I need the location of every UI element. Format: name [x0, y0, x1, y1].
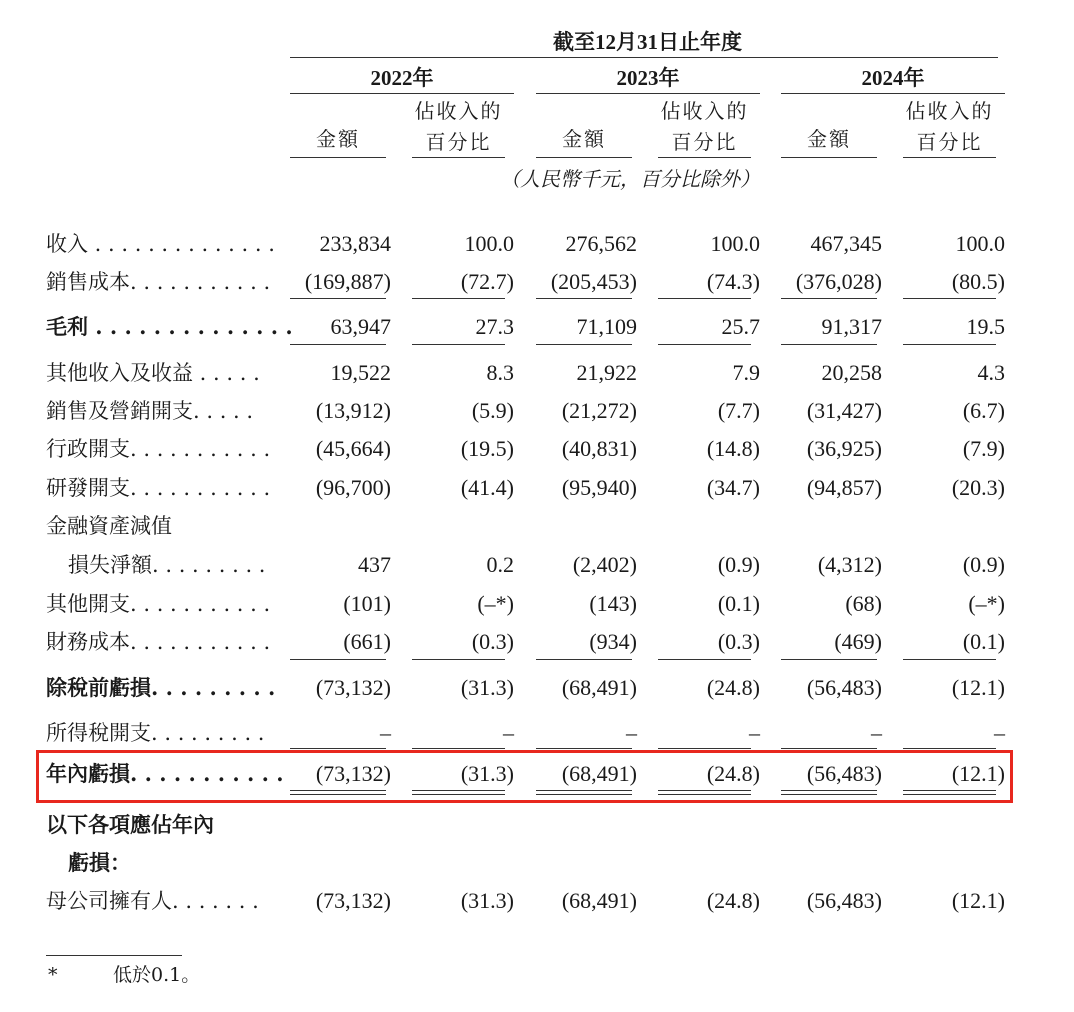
subheader-underline: [412, 157, 505, 158]
cell: (12.1): [951, 675, 1005, 700]
cell: (41.4): [460, 475, 514, 500]
cell: 19,522: [330, 360, 391, 385]
subtotal-rule: [290, 298, 386, 299]
subtotal-rule: [658, 344, 751, 345]
cell: (72.7): [460, 269, 514, 294]
cell: (24.8): [706, 675, 760, 700]
col-amount-2023: 金額: [562, 127, 606, 151]
subtotal-rule: [290, 659, 386, 660]
cell: 276,562: [565, 231, 637, 256]
row-label: 毛利 . . . . . . . . . . . . . .: [46, 314, 293, 339]
cell: (14.8): [706, 436, 760, 461]
cell: (45,664): [315, 436, 391, 461]
footnote-symbol: *: [48, 964, 58, 986]
cell: (–*): [968, 591, 1005, 616]
cell: 8.3: [486, 360, 514, 385]
row-admin-expenses: [0, 432, 1074, 466]
row-other-income: [0, 356, 1074, 390]
row-selling-expenses: [0, 394, 1074, 428]
footnote-rule: [46, 955, 182, 956]
cell: (68,491): [561, 675, 637, 700]
period-underline: [290, 57, 998, 58]
row-attributable-heading-2: [0, 846, 1074, 880]
cell: (0.9): [717, 552, 760, 577]
row-attributable-heading: [0, 808, 1074, 842]
col-amount-2022: 金額: [316, 127, 360, 151]
cell: (376,028): [795, 269, 882, 294]
cell: –: [503, 720, 514, 745]
unit-note: （人民幣千元，百分比除外）: [500, 167, 760, 191]
row-label: 以下各項應佔年內: [46, 812, 214, 837]
row-rd-expenses: [0, 471, 1074, 505]
cell: (20.3): [951, 475, 1005, 500]
cell: (40,831): [561, 436, 637, 461]
period-header: 截至12月31日止年度: [553, 30, 742, 54]
subtotal-rule: [536, 748, 632, 749]
row-label: 母公司擁有人. . . . . . .: [46, 889, 259, 913]
year-2024: 2024年: [861, 66, 925, 90]
subtotal-rule: [290, 344, 386, 345]
cell: (143): [589, 591, 637, 616]
cell: (19.5): [460, 436, 514, 461]
row-label: 其他開支. . . . . . . . . . .: [46, 592, 271, 616]
subtotal-rule: [903, 748, 996, 749]
row-label: 研發開支. . . . . . . . . . .: [46, 476, 271, 500]
row-loss-before-tax: [0, 671, 1074, 705]
col-pct-2023: 佔收入的 百分比: [660, 99, 749, 154]
highlight-box: [36, 750, 1013, 803]
subtotal-rule: [781, 344, 877, 345]
cell: (68,491): [561, 761, 637, 786]
row-label: 行政開支. . . . . . . . . . .: [46, 437, 271, 461]
cell: (73,132): [315, 761, 391, 786]
row-income-tax: [0, 716, 1074, 750]
cell: (0.3): [717, 629, 760, 654]
cell: (0.9): [962, 552, 1005, 577]
year-2024-underline: [781, 93, 1005, 94]
cell: 100.0: [464, 231, 514, 256]
cell: (80.5): [951, 269, 1005, 294]
cell: 71,109: [576, 314, 637, 339]
cell: –: [994, 720, 1005, 745]
cell: (34.7): [706, 475, 760, 500]
row-label: 所得稅開支. . . . . . . . .: [46, 721, 265, 745]
cell: 19.5: [966, 314, 1005, 339]
cell: (74.3): [706, 269, 760, 294]
cell: (36,925): [806, 436, 882, 461]
cell: 100.0: [710, 231, 760, 256]
cell: 4.3: [977, 360, 1005, 385]
cell: (12.1): [951, 761, 1005, 786]
cell: (73,132): [315, 675, 391, 700]
cell: (661): [343, 629, 391, 654]
cell: (31.3): [460, 675, 514, 700]
cell: (31,427): [806, 398, 882, 423]
subtotal-rule: [658, 659, 751, 660]
cell: (68,491): [561, 888, 637, 913]
cell: (68): [845, 591, 882, 616]
subtotal-rule: [536, 344, 632, 345]
cell: (7.9): [962, 436, 1005, 461]
subtotal-rule: [903, 659, 996, 660]
subtotal-rule: [781, 748, 877, 749]
cell: (56,483): [806, 761, 882, 786]
subtotal-rule: [412, 344, 505, 345]
col-amount-2024: 金額: [807, 127, 851, 151]
row-gross-profit: [0, 310, 1074, 344]
cell: (934): [589, 629, 637, 654]
cell: (24.8): [706, 761, 760, 786]
cell: 27.3: [475, 314, 514, 339]
row-label: 財務成本. . . . . . . . . . .: [46, 630, 271, 654]
year-2022-underline: [290, 93, 514, 94]
subheader-underline: [536, 157, 632, 158]
row-label: 除稅前虧損. . . . . . . . .: [46, 675, 276, 700]
cell: 467,345: [810, 231, 882, 256]
cell: (205,453): [550, 269, 637, 294]
cell: 21,922: [576, 360, 637, 385]
cell: (56,483): [806, 675, 882, 700]
cell: –: [871, 720, 882, 745]
cell: 7.9: [732, 360, 760, 385]
cell: (101): [343, 591, 391, 616]
col-pct-2024: 佔收入的 百分比: [905, 99, 994, 154]
cell: –: [749, 720, 760, 745]
cell: (7.7): [717, 398, 760, 423]
cell: 437: [358, 552, 391, 577]
cell: 233,834: [319, 231, 391, 256]
subheader-underline: [903, 157, 996, 158]
row-label: 損失淨額. . . . . . . . .: [68, 553, 266, 577]
cell: (2,402): [572, 552, 637, 577]
col-pct-2022: 佔收入的 百分比: [414, 99, 503, 154]
cell: (73,132): [315, 888, 391, 913]
row-label: 虧損：: [68, 850, 131, 875]
cell: 63,947: [330, 314, 391, 339]
cell: (0.1): [962, 629, 1005, 654]
subheader-underline: [781, 157, 877, 158]
row-revenue: [0, 227, 1074, 261]
row-label: 其他收入及收益 . . . . .: [46, 361, 260, 385]
cell: (169,887): [304, 269, 391, 294]
cell: 20,258: [821, 360, 882, 385]
cell: 25.7: [721, 314, 760, 339]
subtotal-rule: [412, 748, 505, 749]
cell: (469): [834, 629, 882, 654]
subtotal-rule: [903, 298, 996, 299]
subtotal-rule: [781, 298, 877, 299]
subtotal-rule: [412, 659, 505, 660]
row-impairment-heading: [0, 509, 1074, 543]
subtotal-rule: [536, 298, 632, 299]
cell: (95,940): [561, 475, 637, 500]
year-2022: 2022年: [370, 66, 434, 90]
cell: (56,483): [806, 888, 882, 913]
year-2023-underline: [536, 93, 760, 94]
row-owners-of-parent: [0, 884, 1074, 918]
cell: (96,700): [315, 475, 391, 500]
subtotal-rule: [658, 298, 751, 299]
cell: 0.2: [486, 552, 514, 577]
cell: (24.8): [706, 888, 760, 913]
row-other-expenses: [0, 587, 1074, 621]
row-impairment-net: [0, 548, 1074, 582]
cell: (4,312): [817, 552, 882, 577]
cell: (–*): [477, 591, 514, 616]
cell: 100.0: [955, 231, 1005, 256]
cell: 91,317: [821, 314, 882, 339]
subheader-underline: [290, 157, 386, 158]
subtotal-rule: [781, 659, 877, 660]
row-finance-costs: [0, 625, 1074, 659]
cell: (31.3): [460, 761, 514, 786]
cell: (21,272): [561, 398, 637, 423]
row-cost-of-sales: [0, 265, 1074, 299]
cell: (6.7): [962, 398, 1005, 423]
cell: –: [380, 720, 391, 745]
row-label: 銷售成本. . . . . . . . . . .: [46, 270, 271, 294]
subheader-underline: [658, 157, 751, 158]
footnote-text: 低於0.1。: [113, 964, 201, 986]
subtotal-rule: [536, 659, 632, 660]
subtotal-rule: [658, 748, 751, 749]
row-label: 銷售及營銷開支. . . . .: [46, 399, 254, 423]
subtotal-rule: [412, 298, 505, 299]
year-2023: 2023年: [616, 66, 680, 90]
cell: (94,857): [806, 475, 882, 500]
cell: (0.1): [717, 591, 760, 616]
subtotal-rule: [903, 344, 996, 345]
cell: (13,912): [315, 398, 391, 423]
cell: (12.1): [951, 888, 1005, 913]
cell: (5.9): [471, 398, 514, 423]
subtotal-rule: [290, 748, 386, 749]
row-label: 收入 . . . . . . . . . . . . . .: [46, 232, 275, 256]
cell: –: [626, 720, 637, 745]
row-label: 金融資產減值: [46, 514, 172, 538]
cell: (0.3): [471, 629, 514, 654]
cell: (31.3): [460, 888, 514, 913]
row-label: 年內虧損. . . . . . . . . . .: [46, 761, 284, 786]
